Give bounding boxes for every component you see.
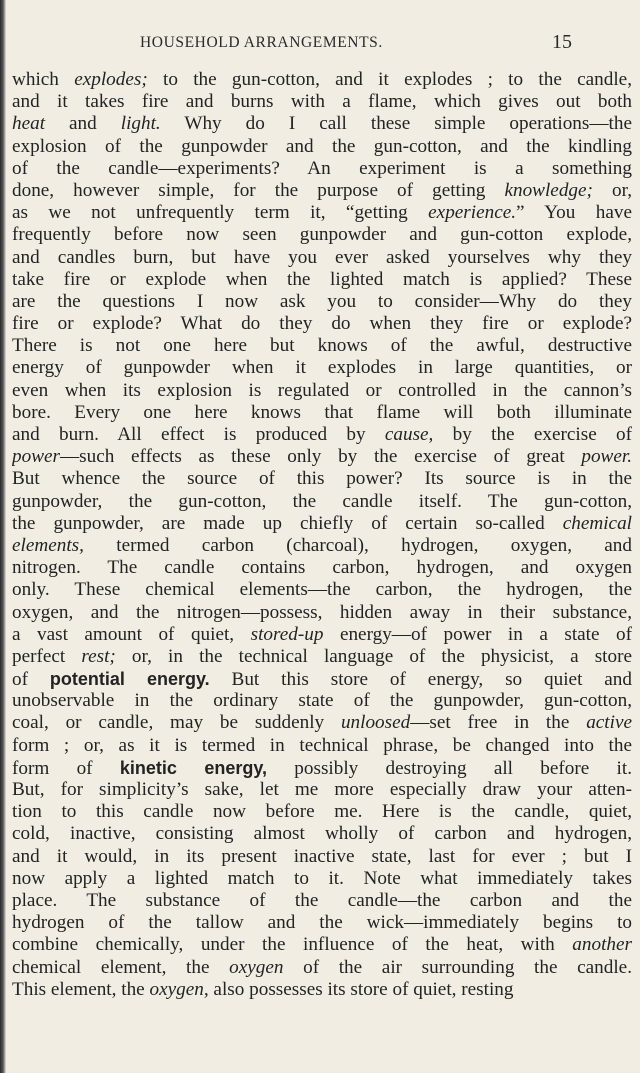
text-line xyxy=(12,912,632,934)
italic-text: rest; xyxy=(81,645,116,667)
italic-text: unloosed xyxy=(340,712,411,734)
text-line xyxy=(12,602,632,624)
text-line xyxy=(12,779,632,801)
text-run: explosion of the gunpowder and the gun-cotton, and the kindling xyxy=(12,135,632,157)
body-text xyxy=(12,69,632,1001)
text-line xyxy=(12,468,632,490)
text-line xyxy=(12,535,632,557)
text-run: —set free in the xyxy=(410,712,587,734)
italic-text: knowledge; xyxy=(504,179,593,201)
running-header xyxy=(140,31,572,60)
italic-text: stored-up xyxy=(250,623,324,645)
text-line xyxy=(12,712,632,734)
text-line xyxy=(12,801,632,823)
text-run: —such effects as these only by the exercise of great xyxy=(59,446,582,468)
italic-text: elements, xyxy=(12,534,84,556)
text-run: ” You have xyxy=(516,202,632,224)
text-run: form ; or, as it is termed in technical phrase, be changed into the xyxy=(12,734,632,756)
italic-text: oxygen xyxy=(229,956,284,978)
italic-text: another xyxy=(572,934,632,956)
text-run: of the air surrounding the candle. xyxy=(283,956,632,978)
text-line xyxy=(12,579,632,601)
text-line xyxy=(12,202,632,224)
text-line xyxy=(12,757,632,779)
italic-text: experience. xyxy=(428,202,517,224)
text-run: combine chemically, under the influence of the heat, with xyxy=(12,934,573,956)
text-line xyxy=(12,247,632,269)
text-run: hydrogen of the tallow and the wick—immediately begins to xyxy=(12,912,632,934)
text-run: and it would, in its present inactive state, last for ever ; but I xyxy=(12,845,632,867)
text-line xyxy=(12,868,632,890)
text-run: But, for simplicity’s sake, let me more especially draw your atten- xyxy=(12,779,632,800)
text-line xyxy=(12,357,632,379)
italic-text: power xyxy=(12,446,60,468)
italic-text: heat xyxy=(12,113,46,135)
text-run: oxygen, and the nitrogen—possess, hidden away in their substance, xyxy=(12,601,632,623)
text-run: energy—of power in a state of xyxy=(323,623,632,645)
italic-text: explodes; xyxy=(74,69,148,90)
text-run: only. These chemical elements—the carbon, the hydrogen, the xyxy=(12,579,632,601)
text-line xyxy=(12,624,632,646)
text-run: now apply a lighted match to it. Note what immediately takes xyxy=(12,867,632,889)
bold-term: potential energy. xyxy=(49,669,210,690)
italic-text: light. xyxy=(120,113,161,135)
text-run: But whence the source of this power? Its source is in the xyxy=(12,468,632,490)
text-line xyxy=(12,668,632,690)
text-run: done, however simple, for the purpose of getting xyxy=(12,179,505,201)
text-run: are the questions I now ask you to consider—Why do they xyxy=(12,290,632,312)
italic-text: cause, xyxy=(384,424,434,445)
text-run: of the candle—experiments? An experiment is a something xyxy=(12,157,632,179)
text-line xyxy=(12,735,632,757)
text-run: or, in the technical language of the physicist, a store xyxy=(115,645,632,667)
text-line xyxy=(12,180,632,202)
text-run: termed carbon (charcoal), hydrogen, oxygen, and xyxy=(83,534,632,556)
text-run: which xyxy=(12,69,75,90)
text-line xyxy=(12,158,632,180)
bold-term: kinetic energy, xyxy=(119,757,268,778)
text-line xyxy=(12,224,632,246)
page-number: 15 xyxy=(552,31,572,53)
text-run: place. The substance of the candle—the carbon and the xyxy=(12,889,632,911)
page-binding-edge xyxy=(0,0,6,1073)
text-line xyxy=(12,690,632,712)
text-run: This element, the xyxy=(12,978,150,1000)
text-line xyxy=(12,380,632,402)
text-line xyxy=(12,402,632,424)
text-line xyxy=(12,890,632,912)
text-line xyxy=(12,823,632,845)
text-run: chemical element, the xyxy=(12,956,230,978)
italic-text: power. xyxy=(581,446,632,468)
running-header-title: HOUSEHOLD ARRANGEMENTS. xyxy=(140,34,383,51)
text-run: coal, or candle, may be suddenly xyxy=(12,712,341,734)
text-line xyxy=(12,957,632,979)
text-run: a vast amount of quiet, xyxy=(12,623,251,645)
text-line xyxy=(12,446,632,468)
italic-text: oxygen, xyxy=(149,978,209,1000)
text-run: perfect xyxy=(12,645,82,667)
text-line xyxy=(12,424,632,446)
text-line xyxy=(12,335,632,357)
text-line xyxy=(12,491,632,513)
text-run: form of xyxy=(12,757,120,779)
text-line xyxy=(12,91,632,113)
text-run: or, xyxy=(592,179,632,201)
text-run: Why do I call these simple operations—the xyxy=(160,113,632,135)
text-line xyxy=(12,513,632,535)
text-run: There is not one here but knows of the awful, destructive xyxy=(12,335,632,357)
text-run: possibly destroying all before it. xyxy=(267,757,632,779)
text-run: and it takes fire and burns with a flame, which gives out both xyxy=(12,91,632,113)
text-line xyxy=(12,557,632,579)
text-line xyxy=(12,269,632,291)
text-run: even when its explosion is regulated or controlled in the cannon’s xyxy=(12,379,632,401)
text-run: of xyxy=(12,669,50,691)
text-run: energy of gunpowder when it explodes in large quantities, or xyxy=(12,357,632,379)
text-run: and candles burn, but have you ever asked yourselves why they xyxy=(12,246,632,268)
text-run: fire or explode? What do they do when they fire or explode? xyxy=(12,313,632,335)
text-run: nitrogen. The candle contains carbon, hydrogen, and oxygen xyxy=(12,557,632,579)
text-run: as we not unfrequently term it, “getting xyxy=(12,202,429,224)
text-line xyxy=(12,69,632,91)
text-line xyxy=(12,846,632,868)
text-line xyxy=(12,291,632,313)
text-run: But this store of energy, so quiet and xyxy=(209,669,632,691)
text-run: take fire or explode when the lighted match is applied? These xyxy=(12,268,632,290)
text-line xyxy=(12,313,632,335)
text-line xyxy=(12,934,632,956)
italic-text: chemical xyxy=(562,512,632,534)
text-run: gunpowder, the gun-cotton, the candle itself. The gun-cotton, xyxy=(12,490,632,512)
text-line xyxy=(12,113,632,135)
text-line xyxy=(12,979,632,1001)
text-run: to the gun-cotton, and it explodes ; to the candle, xyxy=(147,69,632,90)
text-run: frequently before now seen gunpowder and gun-cotton explode, xyxy=(12,224,632,246)
text-run: and xyxy=(45,113,121,135)
text-run: unobservable in the ordinary state of the gunpowder, gun-cotton, xyxy=(12,690,632,712)
text-run: the gunpowder, are made up chiefly of certain so-called xyxy=(12,512,563,534)
text-run: cold, inactive, consisting almost wholly of carbon and hydrogen, xyxy=(12,823,632,845)
text-run: also possesses its store of quiet, resting xyxy=(208,978,514,1000)
text-run: by the exercise of xyxy=(433,424,632,445)
text-line xyxy=(12,646,632,668)
text-run: tion to this candle now before me. Here is the candle, quiet, xyxy=(12,801,632,823)
italic-text: active xyxy=(586,712,632,734)
text-run: bore. Every one here knows that flame will both illuminate xyxy=(12,401,632,423)
text-run: and burn. All effect is produced by xyxy=(12,424,385,445)
text-line xyxy=(12,136,632,158)
